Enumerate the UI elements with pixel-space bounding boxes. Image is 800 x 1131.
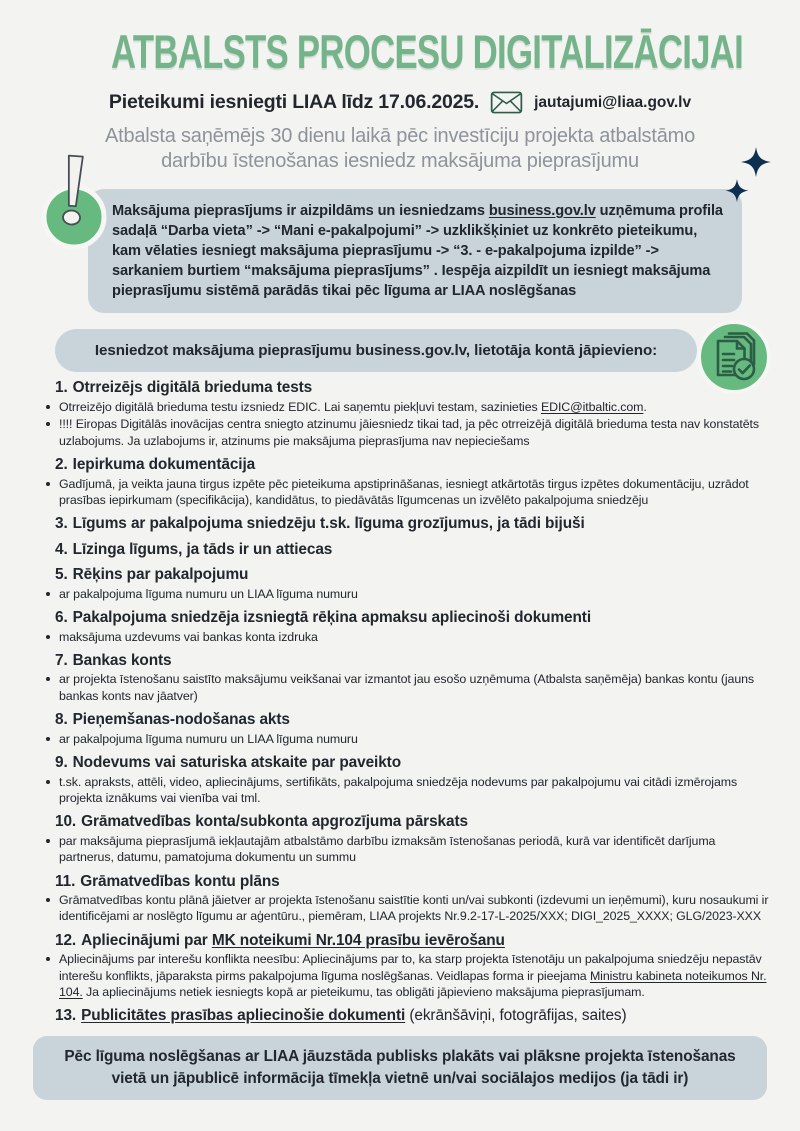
item-heading bbox=[43, 711, 772, 729]
text-segment: t.sk. apraksts, attēli, video, apliecinājums, sertifikāts, pakalpojuma sniedzēja nodevums par pakalpojumu vai citādi izmērojams projekta iznākums vai vienība vai tml. bbox=[59, 774, 738, 805]
item-heading bbox=[43, 1007, 772, 1025]
bullet-text bbox=[59, 951, 772, 1000]
text-segment: Bankas konts bbox=[72, 651, 172, 669]
bullet-dot-icon bbox=[46, 482, 50, 486]
list-item bbox=[43, 456, 772, 508]
bullet-text bbox=[59, 586, 772, 602]
item-heading bbox=[43, 515, 772, 533]
documents-checkmark-icon bbox=[695, 318, 773, 396]
item-heading bbox=[43, 932, 772, 950]
text-segment: Gadījumā, ja veikta jauna tirgus izpēte pēc pieteikuma apstiprināšanas, iesniegt atkārtotās tirgus izpētes dokumentāciju, uzrādot prasības iepirkumam (specifikācija), kandidātus, to piedāvātās līgumcenas un izvēlēto pakalpojuma sniedzēju bbox=[59, 476, 749, 507]
list-item bbox=[43, 932, 772, 1001]
list-item bbox=[43, 813, 772, 865]
item-heading bbox=[43, 754, 772, 772]
bullet-item bbox=[43, 774, 772, 807]
link-text[interactable]: EDIC@itbaltic.com bbox=[540, 399, 644, 414]
bullet-text bbox=[59, 416, 772, 449]
bullet-item bbox=[43, 399, 772, 415]
text-segment: Nodevums vai saturiska atskaite par paveikto bbox=[72, 754, 402, 772]
intro-text: Atbalsta saņēmējs 30 dienu laikā pēc investīciju projekta atbalstāmo darbību īstenošanas iesniedz maksājuma pieprasījumu bbox=[104, 125, 696, 173]
bullet-text bbox=[59, 671, 772, 704]
section-header-row bbox=[55, 329, 765, 372]
bullet-dot-icon bbox=[46, 780, 50, 784]
bullet-item bbox=[43, 671, 772, 704]
list-item bbox=[43, 609, 772, 645]
exclamation-icon bbox=[38, 151, 108, 253]
subtitle-row bbox=[0, 91, 800, 114]
bullet-dot-icon bbox=[46, 737, 50, 741]
text-segment: Maksājuma pieprasījums ir aizpildāms un iesniedzams bbox=[112, 202, 489, 219]
text-segment: par maksājuma pieprasījumā iekļautajām atbalstāmo darbību izmaksām īstenošanas periodā, kurā var identificēt darījuma partnerus, datumu, pamatojuma dokumentu un summu bbox=[59, 833, 716, 865]
text-segment: Grāmatvedības kontu plānā jāietver ar projekta īstenošanu saistītie konti un/vai subkonti (izdevumi un ieņēmumi), kuru nosaukumi ir identificējami ar noslēgto līgumu ar aģentūru., piemēram, LIAA projekts Nr.9.2-17-L-2025/XXX; DIGI_2025_XXXX; GLG/2023-XXX bbox=[59, 892, 769, 924]
text-segment: Grāmatvedības konta/subkonta apgrozījuma pārskats bbox=[81, 813, 468, 831]
text-segment: Līgums ar pakalpojuma sniedzēju t.sk. līguma grozījumus, ja tādi bijuši bbox=[72, 515, 585, 533]
list-item bbox=[43, 711, 772, 747]
text-segment: !!!! Eiropas Digitālās inovācijas centra sniegto atzinumu jāiesniedz tikai tad, ja pēc otrreizējā digitālā brieduma testa nav konstatēts uzlabojums. Ja uzlabojums ir, atzinums pie maksājuma pieprasījuma nav nepieciešams bbox=[59, 417, 759, 448]
link-text[interactable]: Ministru kabineta noteikumos Nr. 104. bbox=[59, 968, 767, 999]
item-heading bbox=[43, 609, 772, 627]
footer-notice: Pēc līguma noslēgšanas ar LIAA jāuzstāda publisks plakāts vai plāksne projekta īstenošanas vietā un jāpublicē informācija tīmekļa vietnē un/vai sociālajos medijos (ja tādi ir) bbox=[33, 1036, 767, 1100]
item-number: 7. bbox=[55, 651, 68, 669]
item-number: 3. bbox=[55, 515, 68, 533]
notice-text bbox=[88, 189, 742, 314]
item-heading bbox=[43, 652, 772, 670]
bullet-dot-icon bbox=[46, 635, 50, 639]
bullet-item bbox=[43, 731, 772, 747]
text-segment: Grāmatvedības kontu plāns bbox=[80, 872, 280, 890]
bullet-text bbox=[59, 833, 772, 866]
text-segment: (ekrānšāviņi, fotogrāfijas, saites) bbox=[405, 1007, 627, 1025]
item-number: 10. bbox=[55, 813, 77, 831]
bullet-dot-icon bbox=[46, 898, 50, 902]
text-segment: Otrreizējs digitālā brieduma tests bbox=[72, 379, 313, 397]
bullet-item bbox=[43, 416, 772, 449]
item-heading bbox=[43, 813, 772, 831]
text-segment: ar projekta īstenošanu saistīto maksājumu veikšanai var izmantot jau esošo uzņēmuma (Atbalsta saņēmēja) bankas kontu (jauns bankas konts nav jāatver) bbox=[59, 672, 755, 703]
item-number: 5. bbox=[55, 566, 68, 584]
text-segment: Apliecinājums par interešu konflikta neesību: Apliecinājums par to, ka starp projekta īstenotāju un pakalpojuma sniedzēju nepastāv interešu konflikts, jāparaksta pirms pakalpojuma līguma noslēgšanas. Veidlapas forma ir pieejama bbox=[59, 952, 762, 983]
text-segment: ar pakalpojuma līguma numuru un LIAA līguma numuru bbox=[59, 731, 358, 746]
envelope-icon bbox=[490, 91, 523, 114]
link-text[interactable]: business.gov.lv bbox=[488, 202, 596, 219]
bullet-item bbox=[43, 629, 772, 645]
list-item bbox=[43, 652, 772, 704]
text-segment: Ja apliecinājums netiek iesniegts kopā ar pieteikumu, tas obligāti jāpievieno maksājuma pieprasījumam. bbox=[82, 984, 645, 999]
text-segment: Otrreizējo digitālā brieduma testu izsniedz EDIC. Lai saņemtu piekļuvi testam, sazinieties bbox=[59, 399, 541, 414]
text-segment: Līzinga līgums, ja tāds ir un attiecas bbox=[72, 540, 333, 558]
item-number: 9. bbox=[55, 754, 68, 772]
list-item bbox=[43, 1007, 772, 1025]
bullet-item bbox=[43, 951, 772, 1000]
list-item bbox=[43, 566, 772, 602]
bullet-dot-icon bbox=[46, 677, 50, 681]
deadline-text: Pieteikumi iesniegti LIAA līdz 17.06.2025. bbox=[108, 91, 480, 113]
text-segment: Pakalpojuma sniedzēja izsniegtā rēķina apmaksu apliecinoši dokumenti bbox=[72, 609, 592, 627]
item-number: 13. bbox=[55, 1007, 77, 1025]
page-title: ATBALSTS PROCESU DIGITALIZĀCIJAI bbox=[111, 25, 744, 78]
item-heading bbox=[43, 456, 772, 474]
bullet-text bbox=[59, 731, 772, 747]
list-item bbox=[43, 379, 772, 449]
list-item bbox=[43, 541, 772, 559]
text-segment: Rēķins par pakalpojumu bbox=[72, 566, 249, 584]
item-number: 1. bbox=[55, 379, 68, 397]
item-number: 8. bbox=[55, 711, 68, 729]
text-segment: Apliecinājumi par bbox=[81, 931, 212, 949]
bullet-dot-icon bbox=[46, 405, 50, 409]
item-heading bbox=[43, 566, 772, 584]
bullet-text bbox=[59, 629, 772, 645]
text-segment: Pieņemšanas-nodošanas akts bbox=[72, 711, 290, 729]
text-segment: ar pakalpojuma līguma numuru un LIAA līguma numuru bbox=[59, 586, 358, 601]
contact-email[interactable]: jautajumi@liaa.gov.lv bbox=[534, 93, 692, 111]
sparkles-icon bbox=[716, 145, 772, 215]
list-item bbox=[43, 873, 772, 925]
text-segment: Iepirkuma dokumentācija bbox=[72, 456, 256, 474]
bullet-text bbox=[59, 476, 772, 509]
bullet-dot-icon bbox=[46, 839, 50, 843]
bullet-item bbox=[43, 586, 772, 602]
item-number: 4. bbox=[55, 540, 68, 558]
item-number: 12. bbox=[55, 931, 77, 949]
item-number: 2. bbox=[55, 456, 68, 474]
link-text[interactable]: MK noteikumi Nr.104 prasību ievērošanu bbox=[211, 931, 505, 949]
item-number: 11. bbox=[55, 872, 76, 890]
requirements-list bbox=[0, 379, 800, 1025]
link-text[interactable]: Publicitātes prasības apliecinošie dokumenti bbox=[81, 1007, 406, 1025]
bullet-text bbox=[59, 399, 772, 415]
item-heading bbox=[43, 541, 772, 559]
section-header: Iesniedzot maksājuma pieprasījumu business.gov.lv, lietotāja kontā jāpievieno: bbox=[55, 329, 697, 372]
item-heading bbox=[43, 379, 772, 397]
list-item bbox=[43, 515, 772, 533]
bullet-dot-icon bbox=[46, 957, 50, 961]
bullet-item bbox=[43, 892, 772, 925]
bullet-item bbox=[43, 476, 772, 509]
list-item bbox=[43, 754, 772, 806]
item-number: 6. bbox=[55, 609, 68, 627]
notice-section bbox=[88, 189, 742, 314]
bullet-text bbox=[59, 892, 772, 925]
text-segment: uzņēmuma profila sadaļā “Darba vieta” -> “Mani e-pakalpojumi” -> uzklikšķiniet uz konkrēto pieteikumu, kam vēlaties iesniegt maksājuma pieprasījumu -> “3. - e-pakalpojuma izpilde” -> sarkaniem burtiem “maksājuma pieprasījums” . Iespēja aizpildīt un iesniegt maksājuma pieprasījumu sistēmā parādās tikai pēc līguma ar LIAA noslēgšanas bbox=[112, 202, 723, 300]
text-segment: maksājuma uzdevums vai bankas konta izdruka bbox=[59, 629, 318, 644]
title-row bbox=[0, 24, 800, 79]
bullet-dot-icon bbox=[46, 592, 50, 596]
item-heading bbox=[43, 873, 772, 891]
bullet-item bbox=[43, 833, 772, 866]
bullet-dot-icon bbox=[46, 422, 50, 426]
text-segment: . bbox=[643, 399, 647, 414]
bullet-text bbox=[59, 774, 772, 807]
